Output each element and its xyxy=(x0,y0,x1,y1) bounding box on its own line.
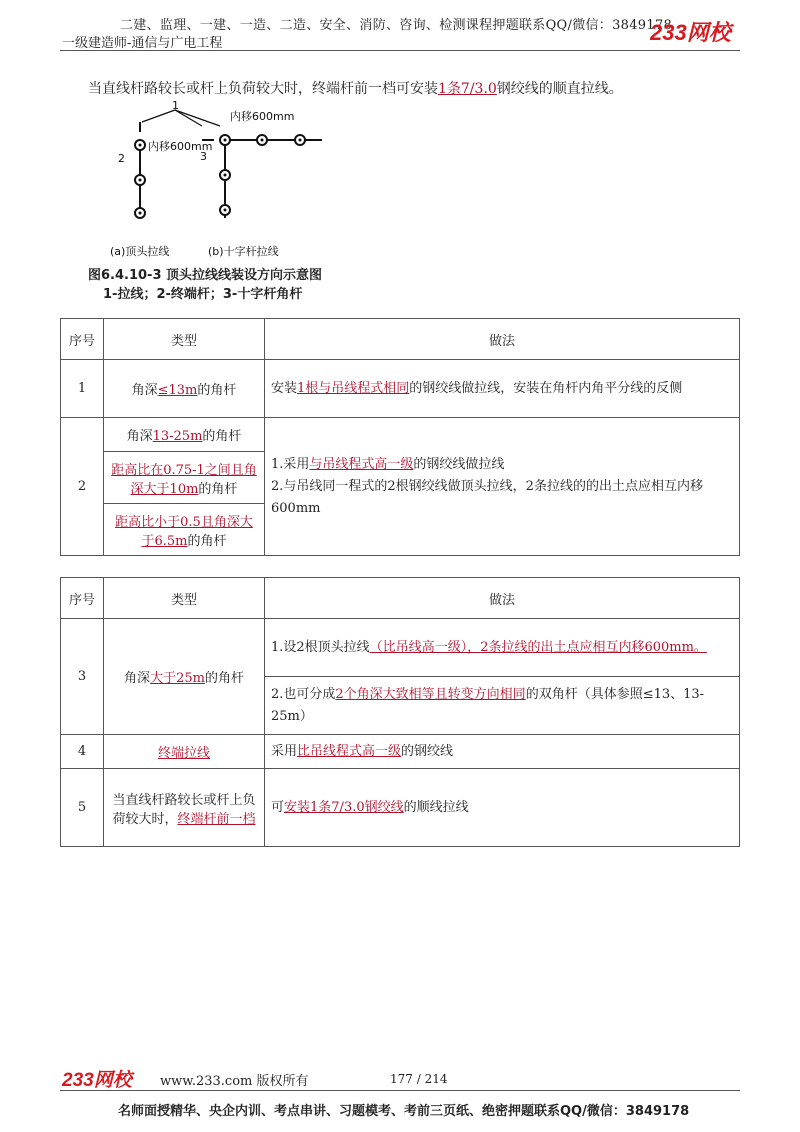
brand-logo xyxy=(650,16,740,46)
header-no: 序号 xyxy=(61,578,104,619)
table-row xyxy=(61,360,740,418)
table-row xyxy=(61,619,740,677)
row-no: 2 xyxy=(61,418,104,556)
row-method: 可安装1条7/3.0钢绞线的顺线拉线 xyxy=(265,769,740,847)
row-type: 距高比在0.75-1之间且角深大于10m的角杆 xyxy=(104,452,265,504)
diagram-label-1: 1 xyxy=(172,100,179,112)
row-type: 角深13-25m的角杆 xyxy=(104,418,265,452)
table-header-row xyxy=(61,319,740,360)
row-method: 1.采用与吊线程式高一级的钢绞线做拉线 2.与吊线同一程式的2根钢绞线做顶头拉线，2条拉线的的出土点应相互内移600mm xyxy=(265,418,740,556)
row-method: 采用比吊线程式高一级的钢绞线 xyxy=(265,735,740,769)
footer-logo xyxy=(62,1066,152,1090)
table-row xyxy=(61,769,740,847)
intro-paragraph: 当直线杆路较长或杆上负荷较大时，终端杆前一档可安装1条7/3.0钢绞线的顺直拉线。 xyxy=(88,81,623,97)
row-method: 2.也可分成2个角深大致相等且转变方向相同的双角杆（具体参照≤13、13-25m） xyxy=(265,677,740,735)
row-no: 5 xyxy=(61,769,104,847)
footer-divider xyxy=(60,1090,740,1091)
row-type: 当直线杆路较长或杆上负荷较大时，终端杆前一档 xyxy=(104,769,265,847)
header-divider xyxy=(60,50,740,51)
row-type: 角深≤13m的角杆 xyxy=(104,360,265,418)
header-type: 类型 xyxy=(104,578,265,619)
row-no: 3 xyxy=(61,619,104,735)
header-method: 做法 xyxy=(265,319,740,360)
brand-logo-text: 233网校 xyxy=(650,20,731,45)
row-method: 1.设2根顶头拉线（比吊线高一级），2条拉线的出土点应相互内移600mm。 xyxy=(265,619,740,677)
diagram-caption-a: (a)顶头拉线 xyxy=(110,245,170,258)
diagram-shift-label-a: 内移600mm xyxy=(148,140,213,153)
row-type: 距高比小于0.5且角深大于6.5m的角杆 xyxy=(104,504,265,556)
diagram-caption-b: (b)十字杆拉线 xyxy=(208,245,279,258)
diagram-shift-label-b: 内移600mm xyxy=(230,110,295,123)
row-type: 终端拉线 xyxy=(104,735,265,769)
table-header-row xyxy=(61,578,740,619)
method-table-1 xyxy=(60,318,740,556)
footer-logo-text: 233网校 xyxy=(62,1070,132,1090)
row-method: 安装1根与吊线程式相同的钢绞线做拉线，安装在角杆内角平分线的反侧 xyxy=(265,360,740,418)
footer-ad: 名师面授精华、央企内训、考点串讲、习题模考、考前三页纸、绝密押题联系QQ/微信：3849178 xyxy=(118,1104,690,1119)
figure-title: 图6.4.10-3 顶头拉线线装设方向示意图 xyxy=(88,268,323,283)
guy-wire-diagram xyxy=(90,100,350,265)
row-no: 1 xyxy=(61,360,104,418)
footer-site: www.233.com 版权所有 xyxy=(160,1074,309,1089)
table-row xyxy=(61,735,740,769)
row-type: 角深大于25m的角杆 xyxy=(104,619,265,735)
header-type: 类型 xyxy=(104,319,265,360)
figure-legend: 1-拉线；2-终端杆；3-十字杆角杆 xyxy=(103,287,303,302)
method-table-2 xyxy=(60,577,740,847)
row-no: 4 xyxy=(61,735,104,769)
header-method: 做法 xyxy=(265,578,740,619)
page-number: 177 / 214 xyxy=(390,1072,448,1086)
diagram-label-3: 3 xyxy=(200,150,207,163)
table-row xyxy=(61,418,740,452)
header-subtitle: 一级建造师-通信与广电工程 xyxy=(62,36,223,51)
intro-highlight: 1条7/3.0 xyxy=(438,81,497,97)
header-no: 序号 xyxy=(61,319,104,360)
header-banner: 二建、监理、一建、一造、二造、安全、消防、咨询、检测课程押题联系QQ/微信：3849178 xyxy=(120,18,673,33)
diagram-label-2: 2 xyxy=(118,152,125,165)
